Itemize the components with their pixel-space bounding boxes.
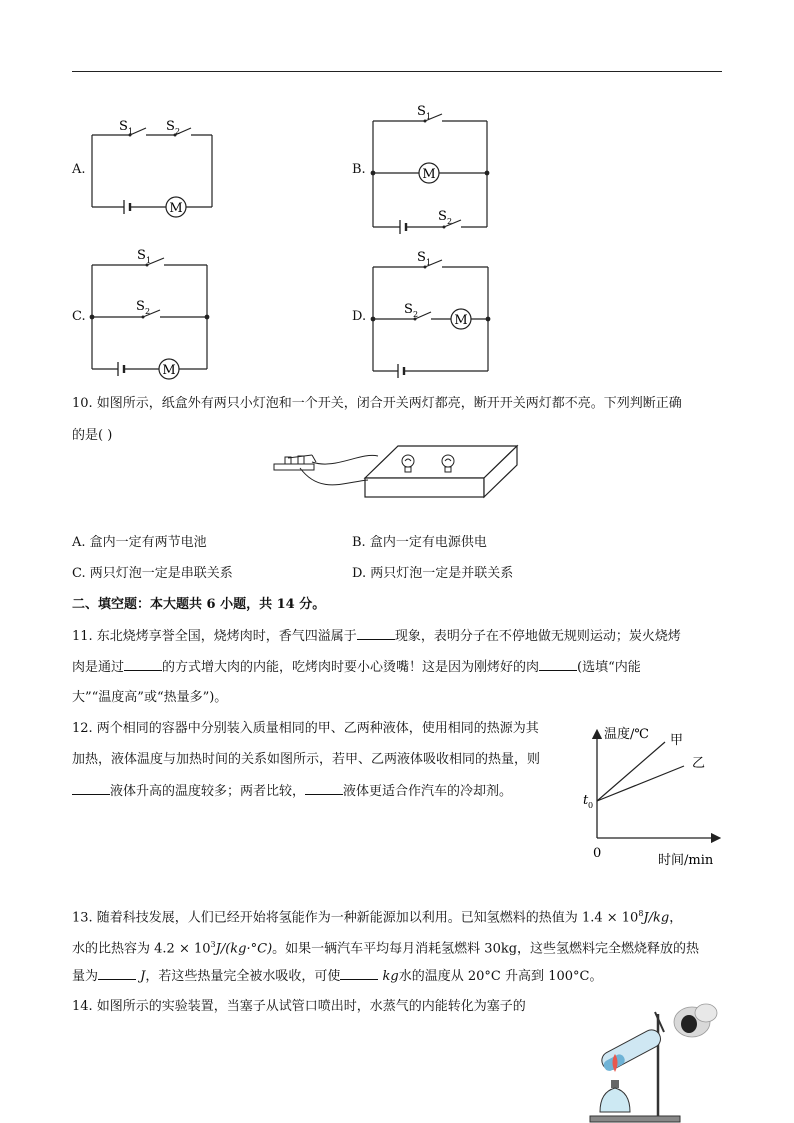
- q13-line2: 水的比热容为 $4.2 \times 10^3J/(kg\cdot^\circ C)$。如果一辆汽车平均每月消耗氢燃料 30kg，这些氢燃料完全燃烧释放的热: [72, 940, 700, 957]
- section-heading: 二、填空题：本大题共 6 小题，共 14 分。: [72, 597, 326, 612]
- q12-line3: 液体升高的温度较多；两者比较， 液体更适合作汽车的冷却剂。: [72, 781, 512, 802]
- svg-text:M: M: [454, 313, 468, 328]
- q11-line1: 11. 东北烧烤享誉全国，烧烤肉时，香气四溢属于 现象，表明分子在不停地做无规则运动；炭火烧烤: [72, 626, 681, 647]
- option-d-label: D.: [352, 309, 367, 324]
- x-axis-label: 时间/min: [658, 853, 714, 868]
- q10-option-b: B. 盒内一定有电源供电: [352, 535, 487, 550]
- option-a-label: A.: [72, 162, 86, 177]
- svg-text:2: 2: [447, 217, 453, 226]
- svg-text:S: S: [417, 104, 426, 119]
- switch-s2-sub: 2: [175, 127, 181, 136]
- q10-option-c: C. 两只灯泡一定是串联关系: [72, 566, 233, 581]
- switch-s1-label: S: [119, 119, 128, 134]
- t0-label: t: [583, 793, 589, 808]
- svg-text:M: M: [422, 167, 436, 182]
- svg-text:1: 1: [146, 256, 152, 265]
- series-jia-label: 甲: [670, 733, 684, 748]
- q11-line3: 大”“温度高”或“热量多”)。: [72, 690, 228, 705]
- series-yi-label: 乙: [692, 756, 706, 771]
- q11-line2: 肉是通过 的方式增大肉的内能，吃烤肉时要小心烫嘴！这是因为刚烤好的肉 (选填“内能: [72, 657, 641, 678]
- svg-text:M: M: [162, 363, 176, 378]
- q10-stem-line2: 的是( ): [72, 428, 113, 443]
- svg-text:S: S: [404, 302, 413, 317]
- svg-text:S: S: [438, 209, 447, 224]
- svg-text:1: 1: [426, 258, 432, 267]
- svg-text:S: S: [137, 248, 146, 263]
- q10-option-d: D. 两只灯泡一定是并联关系: [352, 566, 514, 581]
- y-axis-label: 温度/℃: [604, 727, 649, 742]
- q12-line1: 12. 两个相同的容器中分别装入质量相同的甲、乙两种液体，使用相同的热源为其: [72, 721, 539, 736]
- t0-subscript: 0: [588, 801, 594, 810]
- q12-line2: 加热，液体温度与加热时间的关系如图所示，若甲、乙两液体吸收相同的热量，则: [72, 752, 541, 767]
- option-c-label: C.: [72, 309, 86, 324]
- switch-s2-label: S: [166, 119, 175, 134]
- svg-text:S: S: [136, 299, 145, 314]
- origin-label: 0: [593, 846, 602, 861]
- svg-text:1: 1: [426, 112, 432, 121]
- svg-text:2: 2: [413, 310, 419, 319]
- svg-text:2: 2: [145, 307, 151, 316]
- switch-s1-sub: 1: [128, 127, 134, 136]
- motor-label: M: [169, 201, 183, 216]
- option-b-label: B.: [352, 162, 366, 177]
- q14-line1: 14. 如图所示的实验装置，当塞子从试管口喷出时，水蒸气的内能转化为塞子的: [72, 999, 526, 1014]
- svg-text:S: S: [417, 250, 426, 265]
- q10-option-a: A. 盒内一定有两节电池: [72, 535, 207, 550]
- q10-stem-line1: 10. 如图所示，纸盒外有两只小灯泡和一个开关，闭合开关两灯都亮，断开开关两灯都不亮。下列判断正确: [72, 396, 682, 411]
- q13-line3: 量为 J，若这些热量完全被水吸收，可使 kg水的温度从 20°C 升高到 100°C。: [72, 966, 602, 987]
- q13-line1: 13. 随着科技发展，人们已经开始将氢能作为一种新能源加以利用。已知氢燃料的热值为 $1.4 \times 10^8J/kg$，: [72, 909, 683, 926]
